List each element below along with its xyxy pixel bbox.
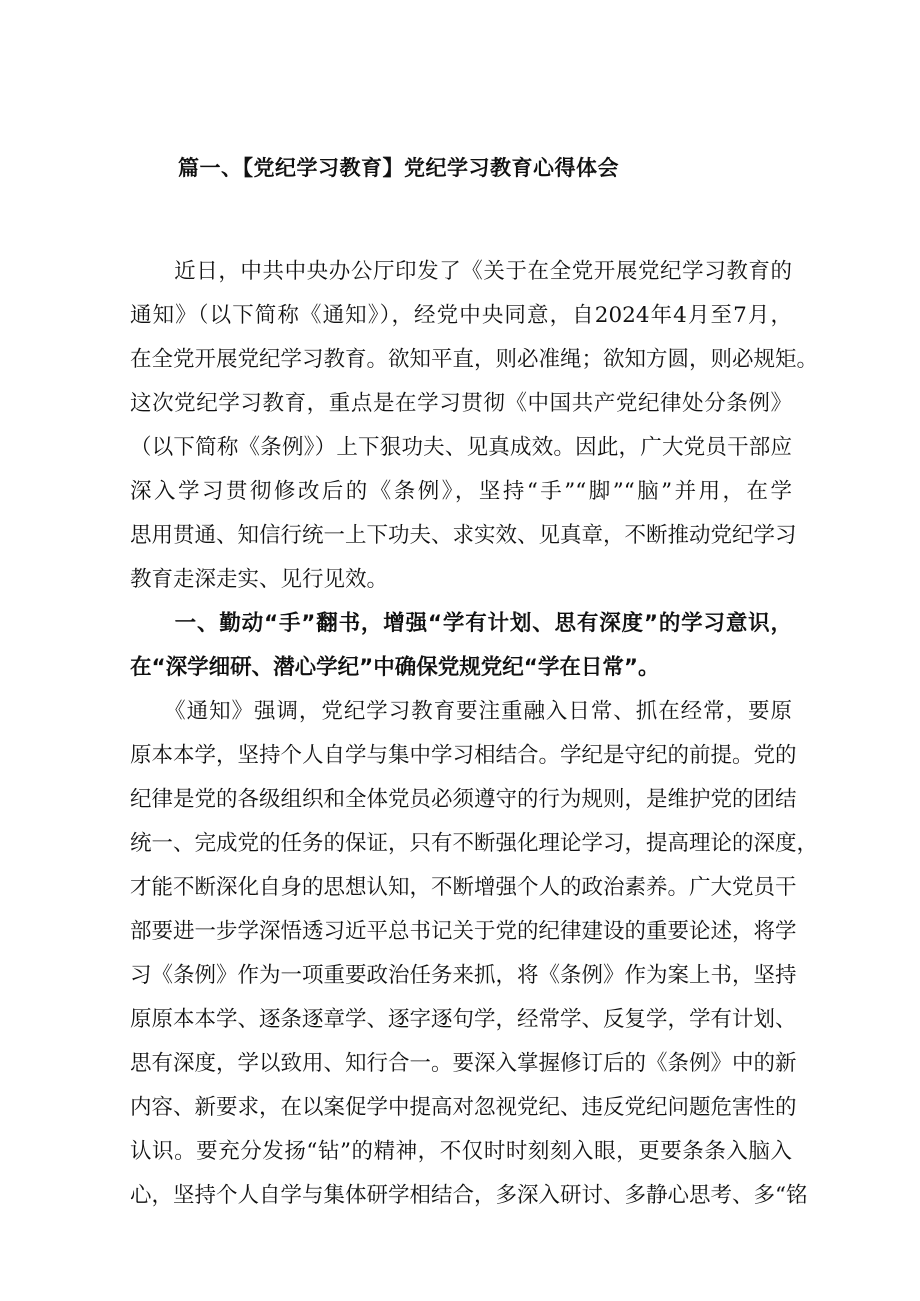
paragraph-line: 纪律是党的各级组织和全体党员必须遵守的行为规则，是维护党的团结: [130, 787, 797, 812]
paragraph-line: 通知》（以下简称《通知》），经党中央同意，自2024年4月至7月，: [130, 303, 792, 328]
paragraph-line: 深入学习贯彻修改后的《条例》，坚持“手”“脚”“脑”并用，在学: [130, 479, 792, 504]
section-heading-line: 在“深学细研、潜心学纪”中确保党规党纪“学在日常”。: [130, 655, 660, 680]
paragraph-line: （以下简称《条例》）上下狠功夫、见真成效。因此，广大党员干部应: [130, 435, 792, 460]
document-body: [130, 250, 819, 1218]
paragraph-line: 原原本本学、逐条逐章学、逐字逐句学，经常学、反复学，学有计划、: [130, 1007, 797, 1032]
paragraph-line: 思用贯通、知信行统一上下功夫、求实效、见真章，不断推动党纪学习: [130, 523, 797, 548]
paragraph-line: 这次党纪学习教育，重点是在学习贯彻《中国共产党纪律处分条例》: [130, 391, 792, 416]
paragraph-line: 《通知》强调，党纪学习教育要注重融入日常、抓在经常，要原: [130, 699, 792, 724]
paragraph-line: 在全党开展党纪学习教育。欲知平直，则必准绳；欲知方圆，则必规矩。: [130, 347, 819, 372]
paragraph-line: 认识。要充分发扬“钻”的精神，不仅时时刻刻入眼，更要条条入脑入: [130, 1139, 792, 1164]
paragraph-line: 原本本学，坚持个人自学与集中学习相结合。学纪是守纪的前提。党的: [130, 743, 797, 768]
section-heading-line: 一、勤动“手”翻书，增强“学有计划、思有深度”的学习意识，: [130, 611, 792, 636]
paragraph-line: 思有深度，学以致用、知行合一。要深入掌握修订后的《条例》中的新: [130, 1051, 797, 1076]
paragraph-line: 近日，中共中央办公厅印发了《关于在全党开展党纪学习教育的: [130, 259, 792, 284]
paragraph-line: 内容、新要求，在以案促学中提高对忽视党纪、违反党纪问题危害性的: [130, 1095, 797, 1120]
paragraph-line: 心，坚持个人自学与集体研学相结合，多深入研讨、多静心思考、多“铭: [130, 1183, 808, 1208]
paragraph-line: 教育走深走实、见行见效。: [130, 567, 389, 592]
paragraph-line: 习《条例》作为一项重要政治任务来抓，将《条例》作为案上书，坚持: [130, 963, 797, 988]
document-title: 篇一、【党纪学习教育】党纪学习教育心得体会: [178, 156, 619, 180]
paragraph-line: 部要进一步学深悟透习近平总书记关于党的纪律建设的重要论述，将学: [130, 919, 797, 944]
paragraph-line: 才能不断深化自身的思想认知，不断增强个人的政治素养。广大党员干: [130, 875, 797, 900]
paragraph-line: 统一、完成党的任务的保证，只有不断强化理论学习，提高理论的深度，: [130, 831, 819, 856]
